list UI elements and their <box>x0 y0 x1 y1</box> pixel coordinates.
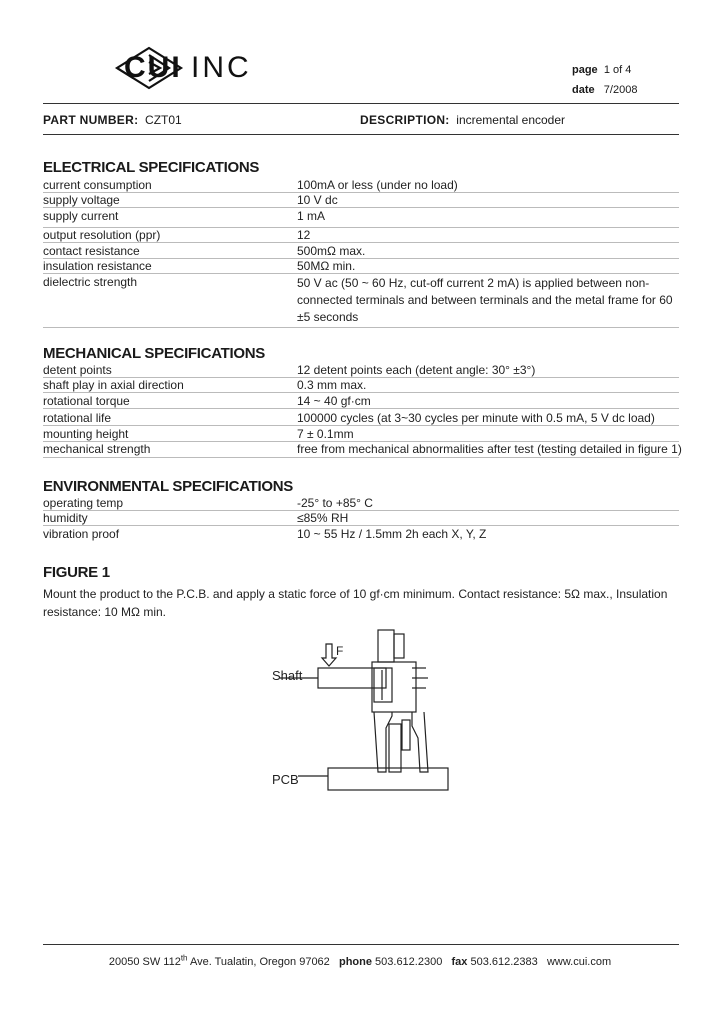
phone-value: 503.612.2300 <box>375 956 443 968</box>
row-divider <box>43 242 679 243</box>
spec-key: contact resistance <box>43 244 140 258</box>
shaft-label: Shaft <box>272 668 303 683</box>
part-number-label: PART NUMBER: <box>43 113 139 127</box>
fax-value: 503.612.2383 <box>470 956 538 968</box>
date-label: date <box>572 84 595 96</box>
pcb-shape <box>328 768 448 790</box>
date-value: 7/2008 <box>603 84 638 96</box>
figure-description: Mount the product to the P.C.B. and apply a static force of 10 gf·cm minimum. Contact resistance: 5Ω max., Insulation resistance: 10 MΩ min. <box>43 587 668 619</box>
spec-key: insulation resistance <box>43 259 152 273</box>
shaft-shape <box>318 668 386 688</box>
spec-value: ≤85% RH <box>297 511 349 525</box>
page-indicator <box>572 63 631 77</box>
row-divider <box>43 425 679 426</box>
row-divider <box>43 457 679 458</box>
company-name-bold: CUI <box>124 51 182 84</box>
spec-value: 14 ~ 40 gf·cm <box>297 394 371 408</box>
spec-value: 1 mA <box>297 209 326 223</box>
spec-value: 12 <box>297 228 311 242</box>
description-label: DESCRIPTION: <box>360 113 450 127</box>
part-number-value: CZT01 <box>145 113 182 127</box>
row-divider <box>43 525 679 526</box>
pcb-label: PCB <box>272 772 299 787</box>
address-suffix: Ave. Tualatin, Oregon 97062 <box>187 956 330 968</box>
footer-contact <box>0 955 720 969</box>
spec-key: humidity <box>43 511 88 525</box>
address-prefix: 20050 SW 112 <box>108 956 181 968</box>
description-value: incremental encoder <box>456 113 566 127</box>
spec-key: output resolution (ppr) <box>43 228 161 242</box>
spec-key: operating temp <box>43 496 124 510</box>
row-divider <box>43 392 679 393</box>
force-label: F <box>336 644 344 658</box>
spec-value: 10 ~ 55 Hz / 1.5mm 2h each X, Y, Z <box>297 527 487 541</box>
figure-title: FIGURE 1 <box>43 564 110 581</box>
spec-value: 0.3 mm max. <box>297 378 367 392</box>
spec-value: 500mΩ max. <box>297 244 366 258</box>
mechanical-title: MECHANICAL SPECIFICATIONS <box>43 345 265 362</box>
website-link[interactable]: www.cui.com <box>546 956 612 968</box>
spec-key: current consumption <box>43 178 152 192</box>
spec-key: mounting height <box>43 427 129 441</box>
part-number <box>43 113 182 127</box>
header-divider <box>43 103 679 104</box>
spec-key: rotational life <box>43 411 112 425</box>
spec-value: 100mA or less (under no load) <box>297 178 458 192</box>
force-arrow-icon <box>322 644 336 666</box>
spec-value: 50MΩ min. <box>297 259 356 273</box>
figure-1-diagram <box>262 622 462 800</box>
environmental-title: ENVIRONMENTAL SPECIFICATIONS <box>43 478 293 495</box>
fax-label: fax <box>451 956 468 968</box>
description <box>360 113 565 127</box>
spec-value: 7 ± 0.1mm <box>297 427 354 441</box>
spec-key: rotational torque <box>43 394 130 408</box>
spec-key: detent points <box>43 363 112 377</box>
spec-key: mechanical strength <box>43 442 151 456</box>
page-label: page <box>572 64 598 76</box>
spec-value: 50 V ac (50 ~ 60 Hz, cut-off current 2 mA) is applied between non-connected terminals and between terminals and the metal frame for 60 ±5 seconds <box>297 276 673 324</box>
spec-key: vibration proof <box>43 527 120 541</box>
spec-value: free from mechanical abnormalities after test (testing detailed in figure 1) <box>297 442 682 456</box>
spec-key: supply current <box>43 209 119 223</box>
spec-key: supply voltage <box>43 193 120 207</box>
electrical-title: ELECTRICAL SPECIFICATIONS <box>43 159 260 176</box>
part-divider <box>43 134 679 135</box>
spec-key: dielectric strength <box>43 275 138 289</box>
phone-label: phone <box>338 956 372 968</box>
row-divider <box>43 273 679 274</box>
spec-value: -25° to +85° C <box>297 496 373 510</box>
row-divider <box>43 192 679 193</box>
date-indicator <box>572 83 637 97</box>
row-divider <box>43 408 679 409</box>
row-divider <box>43 510 679 511</box>
spec-key: shaft play in axial direction <box>43 378 184 392</box>
spec-value: 10 V dc <box>297 193 338 207</box>
spec-value: 12 detent points each (detent angle: 30° ±3°) <box>297 363 536 377</box>
footer-divider <box>43 944 679 945</box>
company-name-thin: INC <box>191 51 252 84</box>
company-name <box>124 50 252 86</box>
row-divider <box>43 327 679 328</box>
row-divider <box>43 207 679 208</box>
address-suffix-sup: th <box>180 953 188 963</box>
page-value: 1 of 4 <box>603 64 632 76</box>
spec-value: 100000 cycles (at 3~30 cycles per minute with 0.5 mA, 5 V dc load) <box>297 411 655 425</box>
